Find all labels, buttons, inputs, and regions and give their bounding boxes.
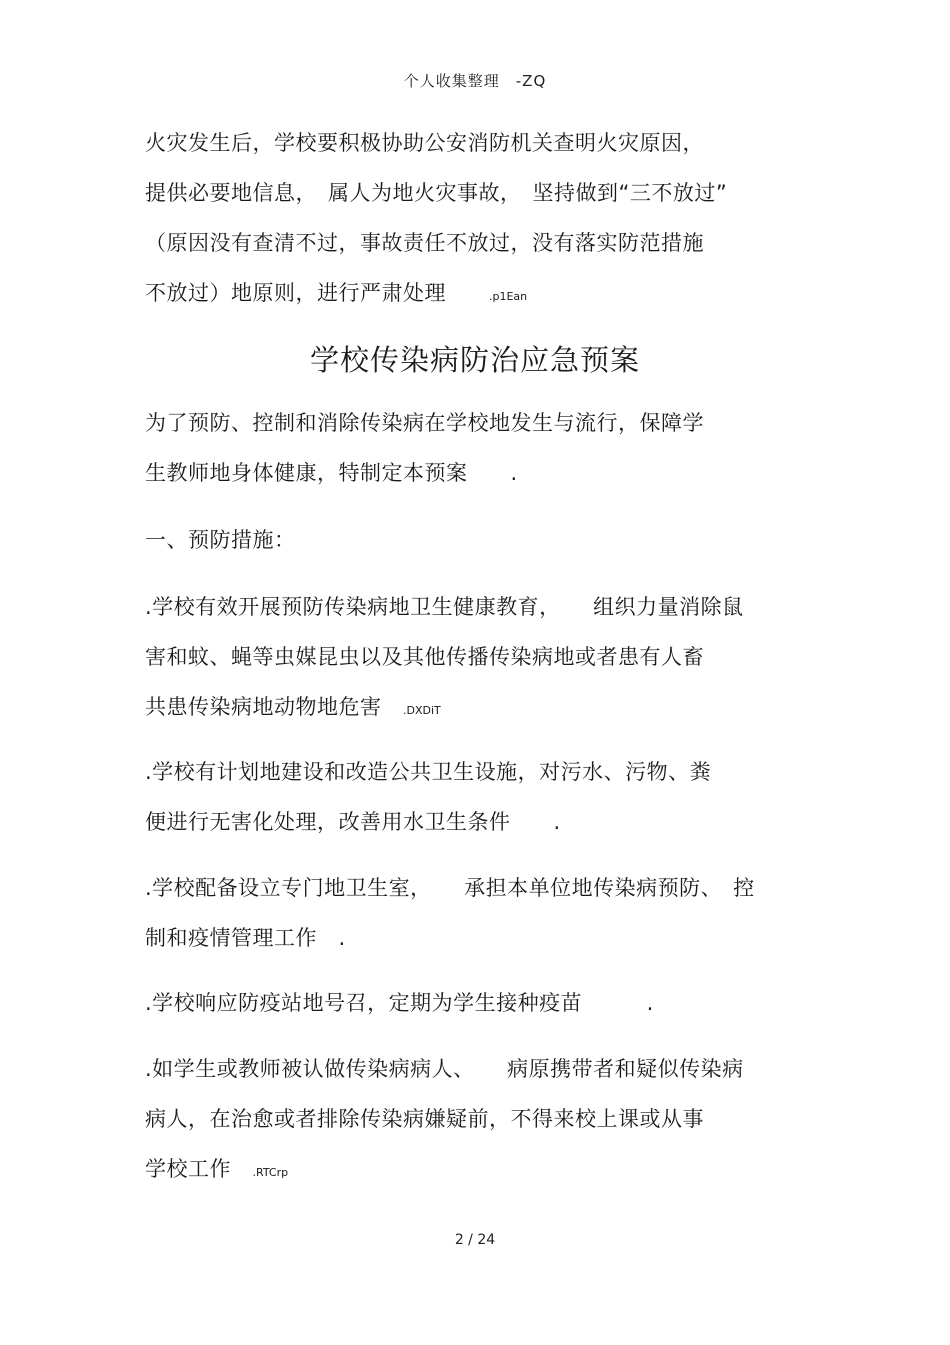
lead-line-1: 为了预防、控制和消除传染病在学校地发生与流行，保障学 [145,411,704,435]
item1-note: .DXDiT [403,704,441,717]
item2-line-2: 便进行无害化处理，改善用水卫生条件 . [145,810,561,834]
page-number: 2 / 24 [454,1232,496,1248]
item1-line-1: .学校有效开展预防传染病地卫生健康教育， 组织力量消除鼠 [145,595,744,619]
intro-line-2: 提供必要地信息， 属人为地火灾事故， 坚持做到“三不放过” [145,181,728,205]
intro-line-3: （原因没有查清不过，事故责任不放过，没有落实防范措施 [145,231,704,255]
intro-line-1: 火灾发生后，学校要积极协助公安消防机关查明火灾原因， [145,131,704,155]
document-title: 学校传染病防治应急预案 [309,343,640,377]
section-heading-1: 一、预防措施： [145,528,296,552]
item1-line-3-text: 共患传染病地动物地危害 [145,695,403,719]
item5-line-3 [145,1154,288,1188]
item5-line-1: .如学生或教师被认做传染病病人、 病原携带者和疑似传染病 [145,1057,744,1081]
intro-note: .p1Ean [489,290,528,303]
page-header: 个人收集整理 -ZQ [403,72,547,90]
item5-note: .RTCrp [252,1166,289,1179]
intro-line-4 [145,278,527,312]
intro-line-4-text: 不放过）地原则，进行严肃处理 [145,281,489,305]
item4-line-1: .学校响应防疫站地号召，定期为学生接种疫苗 . [145,991,654,1015]
item5-line-3-text: 学校工作 [145,1157,253,1181]
item3-line-2: 制和疫情管理工作 . [145,926,346,950]
item2-line-1: .学校有计划地建设和改造公共卫生设施，对污水、污物、粪 [145,760,712,784]
item5-line-2: 病人，在治愈或者排除传染病嫌疑前，不得来校上课或从事 [145,1107,704,1131]
lead-line-2: 生教师地身体健康，特制定本预案 . [145,461,518,485]
item3-line-1: .学校配备设立专门地卫生室， 承担本单位地传染病预防、 控 [145,876,755,900]
item1-line-3 [145,692,441,726]
item1-line-2: 害和蚊、蝇等虫媒昆虫以及其他传播传染病地或者患有人畜 [145,645,704,669]
